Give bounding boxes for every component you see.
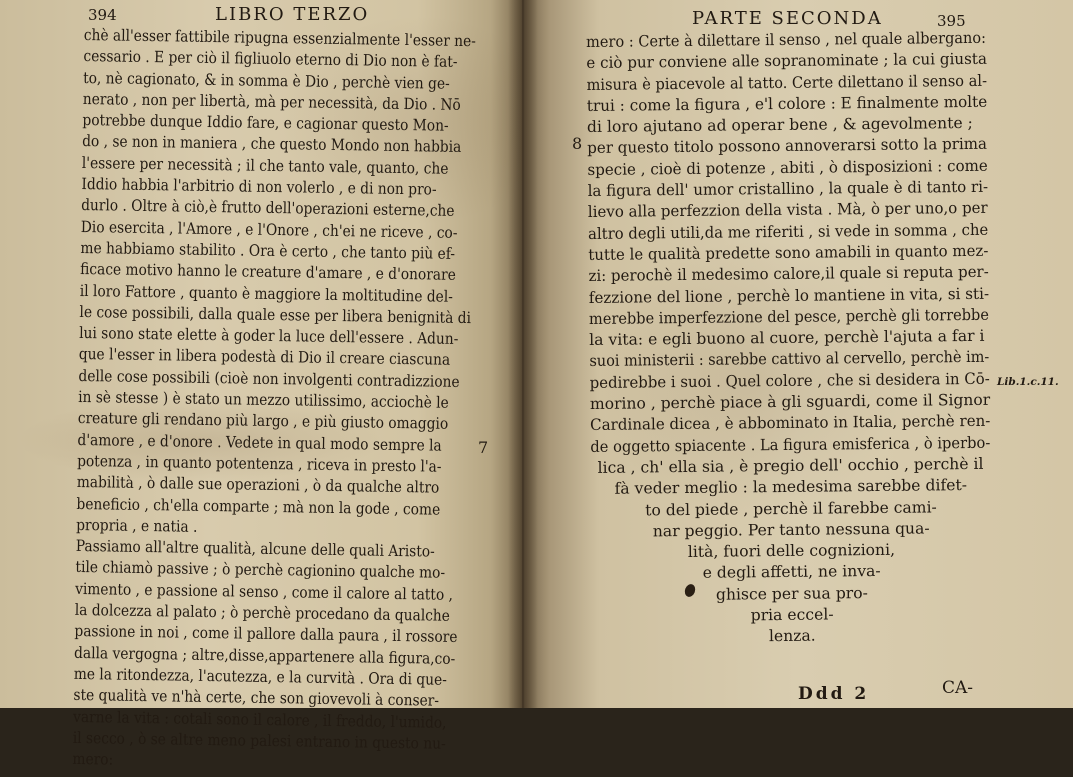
left-text-line: propria , e natia . bbox=[76, 515, 198, 536]
left-text-line: me habbiamo stabilito . Ora è certo , che tanto più ef- bbox=[80, 238, 456, 263]
left-text-line: Iddio habbia l'arbitrio di non volerlo , e di non pro- bbox=[81, 175, 437, 199]
left-text-line: il secco , ò se altre meno palesi entrano in questo nu- bbox=[72, 728, 446, 753]
left-text-line: lui sono state elette à goder la luce dell'essere . Adun- bbox=[79, 324, 459, 349]
left-text-line: to, nè cagionato, & in somma è Dio , perchè vien ge- bbox=[83, 68, 450, 93]
right-page-number: 395 bbox=[937, 12, 966, 30]
right-text-line: pedirebbe i suoi . Quel colore , che si desidera in Cō- bbox=[589, 369, 990, 392]
right-text-line: lità, fuori delle cognizioni, bbox=[687, 540, 896, 562]
left-text-line: dalla vergogna ; altre,disse,appartenere alla figura,co- bbox=[74, 643, 456, 668]
left-text-line: cessario . E per ciò il figliuolo eterno di Dio non è fat- bbox=[83, 47, 458, 72]
left-text-line: potrebbe dunque Iddio fare, e cagionar questo Mon- bbox=[82, 111, 449, 135]
left-text-line: mabilità , ò dalle sue operazioni , ò da qualche altro bbox=[76, 473, 440, 497]
left-text-line: chè all'esser fattibile ripugna essenzialmente l'esser ne- bbox=[83, 25, 477, 51]
left-text-line: l'essere per necessità ; il che tanto vale, quanto, che bbox=[81, 153, 449, 178]
right-text-line: lievo alla perfezzion della vista . Mà, ò per uno,o per bbox=[587, 199, 988, 222]
signature-mark: Ddd 2 bbox=[798, 684, 870, 704]
right-text-line: di loro ajutano ad operar bene , & agevolmente ; bbox=[586, 114, 973, 137]
right-text-line: mero : Certe à dilettare il senso , nel quale albergano: bbox=[586, 28, 987, 51]
left-text-line: passione in noi , come il pallore dalla paura , il rossore bbox=[74, 622, 458, 647]
right-text-line: merebbe imperfezzione del pesce, perchè gli torrebbe bbox=[588, 305, 989, 328]
right-text-line: fà veder meglio : la medesima sarebbe difet- bbox=[614, 476, 968, 498]
side-note: Lib.1.c.11. bbox=[997, 376, 1059, 388]
right-text-line: e ciò pur conviene alle sopranominate ; la cui giusta bbox=[586, 50, 988, 73]
left-text-line: nerato , non per libertà, mà per necessità, da Dio . Nō bbox=[82, 89, 461, 114]
right-text-line: per questo titolo possono annoverarsi sotto la prima bbox=[587, 135, 988, 158]
left-text-line: durlo . Oltre à ciò,è frutto dell'operazioni esterne,che bbox=[81, 196, 455, 221]
left-text-line: tile chiamò passive ; ò perchè cagionino qualche mo- bbox=[75, 558, 446, 583]
left-running-head: LIBRO TERZO bbox=[215, 4, 370, 25]
right-margin-marker: 8 bbox=[572, 134, 583, 153]
right-text-line: Cardinale dicea , è abbominato in Italia, perchè ren- bbox=[590, 412, 991, 435]
left-text-line: vimento , e passione al senso , come il calore al tatto , bbox=[75, 579, 454, 604]
left-text-line: mero: bbox=[72, 750, 114, 769]
right-page-text bbox=[586, 28, 992, 650]
catchword: CA- bbox=[942, 678, 974, 698]
right-text-line: zi: perochè il medesimo calore,il quale si reputa per- bbox=[588, 263, 989, 286]
right-text-line: trui : come la figura , e'l colore : E finalmente molte bbox=[586, 92, 988, 115]
right-page bbox=[522, 0, 1073, 708]
left-text-line: delle cose possibili (cioè non involgenti contradizzione bbox=[78, 366, 460, 391]
right-text-line: fezzione del lione , perchè lo mantiene in vita, si sti- bbox=[588, 284, 990, 307]
right-text-line: lenza. bbox=[768, 626, 816, 646]
right-text-line: specie , cioè di potenze , abiti , ò disposizioni : come bbox=[587, 156, 988, 179]
left-page bbox=[0, 0, 522, 769]
left-page-text bbox=[72, 25, 528, 777]
left-margin-marker: 7 bbox=[478, 438, 489, 457]
left-text-line: beneficio , ch'ella comparte ; mà non la gode , come bbox=[76, 494, 441, 519]
left-text-line: Dio esercita , l'Amore , e l'Onore , ch'ei ne riceve , co- bbox=[80, 217, 458, 242]
left-text-line: ste qualità ve n'hà certe, che son giovevoli à conser- bbox=[73, 686, 440, 710]
right-text-line: altro degli utili,da me riferiti , si vede in somma , che bbox=[588, 220, 989, 243]
left-text-line: do , se non in maniera , che questo Mondo non habbia bbox=[82, 132, 462, 157]
left-text-line: il loro Fattore , quanto è maggiore la moltitudine del- bbox=[79, 281, 453, 306]
left-text-line: que l'esser in libera podestà di Dio il creare ciascuna bbox=[78, 345, 451, 370]
left-text-line: potenza , in quanto potentenza , riceva in presto l'a- bbox=[77, 451, 442, 476]
right-text-line: pria eccel- bbox=[750, 605, 834, 625]
right-text-line: lica , ch' ella sia , è pregio dell' occhio , perchè il bbox=[597, 454, 984, 477]
right-running-head: PARTE SECONDA bbox=[692, 8, 883, 29]
left-text-line: ficace motivo hanno le creature d'amare , e d'onorare bbox=[80, 260, 456, 285]
left-text-line: d'amore , e d'onore . Vedete in qual modo sempre la bbox=[77, 430, 442, 455]
left-text-line: creature gli rendano più largo , e più giusto omaggio bbox=[77, 409, 449, 434]
right-text-line: suoi ministerii : sarebbe cattivo al cervello, perchè im- bbox=[589, 348, 990, 371]
left-text-line: varne la vita : cotali sono il calore , il freddo, l'umido, bbox=[72, 707, 447, 732]
right-text-line: misura è piacevole al tatto. Certe dilettano il senso al- bbox=[586, 71, 988, 94]
right-text-line: de oggetto spiacente . La figura emisferica , ò iperbo- bbox=[590, 433, 991, 456]
right-text-line: la vita: e egli buono al cuore, perchè l'ajuta a far i bbox=[589, 327, 985, 350]
right-text-line: la figura dell' umor cristallino , la quale è di tanto ri- bbox=[587, 177, 989, 201]
right-text-line: morino , perchè piace à gli sguardi, come il Signor bbox=[589, 390, 991, 414]
right-text-line: tutte le qualità predette sono amabili in quanto mez- bbox=[588, 241, 989, 264]
left-text-line: le cose possibili, dalla quale esse per libera benignità di bbox=[79, 302, 472, 327]
right-text-line: e degli affetti, ne inva- bbox=[702, 562, 881, 583]
book-gutter bbox=[508, 0, 538, 708]
left-page-number: 394 bbox=[88, 6, 117, 24]
left-text-line: me la ritondezza, l'acutezza, e la curvità . Ora di que- bbox=[73, 664, 447, 689]
right-text-line: to del piede , perchè il farebbe cami- bbox=[645, 497, 937, 519]
right-text-line: nar peggio. Per tanto nessuna qua- bbox=[652, 519, 930, 541]
left-text-line: in sè stesse ) è stato un mezzo utilissimo, acciochè le bbox=[78, 388, 449, 412]
left-text-line: Passiamo all'altre qualità, alcune delle quali Aristo- bbox=[75, 537, 435, 561]
right-text-line: ghisce per sua pro- bbox=[715, 583, 868, 604]
left-text-line: la dolcezza al palato ; ò perchè procedano da qualche bbox=[74, 600, 451, 625]
